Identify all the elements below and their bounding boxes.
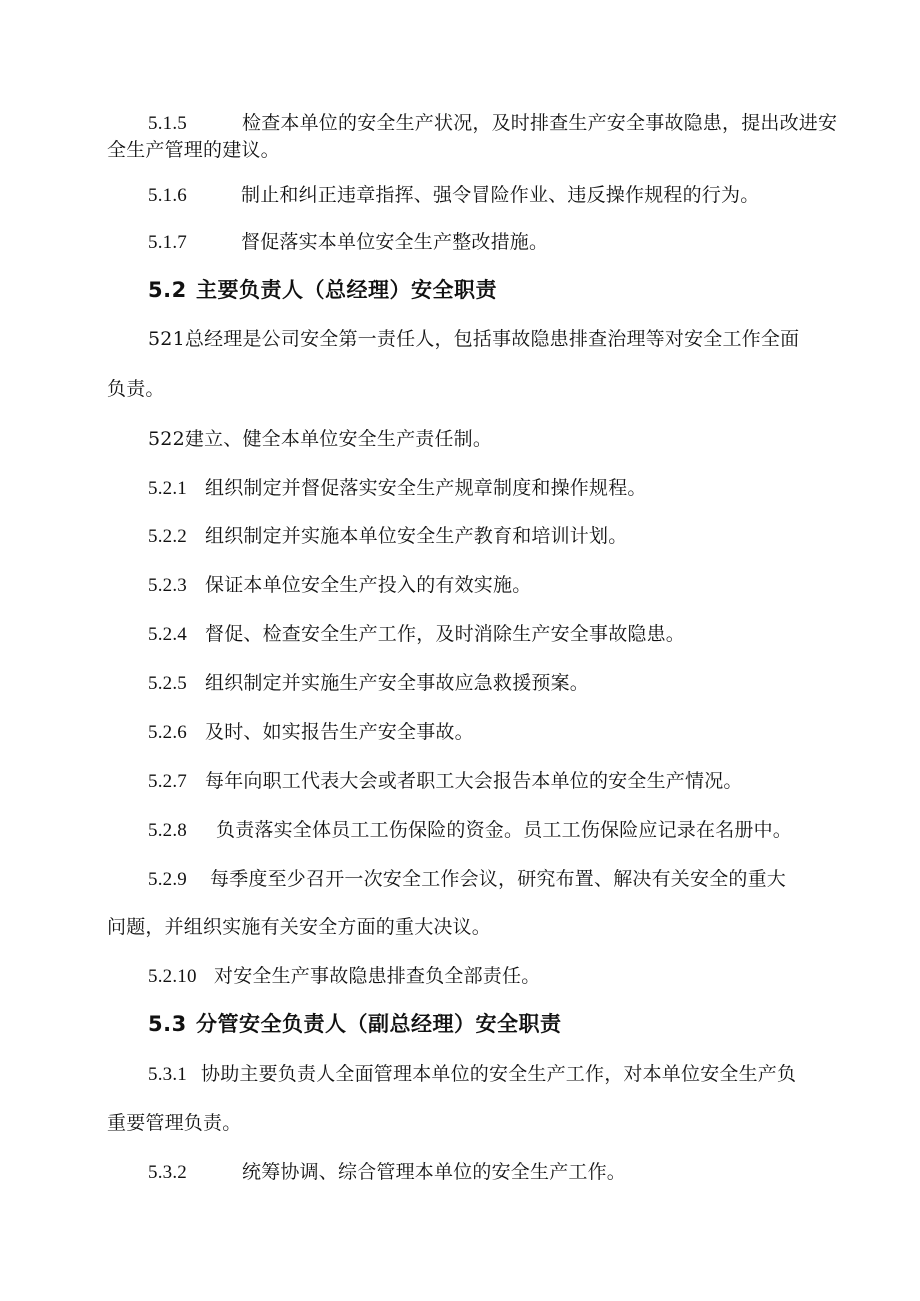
clause-number: 5.1.5: [148, 113, 187, 134]
clause-number: 5.2.2: [148, 526, 187, 547]
paragraph-5-1-5-cont: [107, 138, 280, 162]
paragraph-5-2-4: [148, 622, 685, 647]
paragraph-5-3-1: [148, 1062, 796, 1087]
clause-text: 组织制定并督促落实安全生产规章制度和操作规程。: [205, 477, 647, 499]
heading-text: 主要负责人（总经理）安全职责: [196, 278, 497, 302]
clause-text: 全生产管理的建议。: [107, 139, 280, 161]
paragraph-5-1-6: [148, 183, 759, 208]
clause-text: 保证本单位安全生产投入的有效实施。: [205, 574, 532, 596]
clause-text: 对安全生产事故隐患排查负全部责任。: [214, 965, 541, 987]
paragraph-5-2-10: [148, 964, 540, 989]
heading-number: 5.3: [148, 1012, 187, 1036]
clause-text: 检查本单位的安全生产状况，及时排查生产安全事故隐患，提出改进安: [242, 112, 838, 134]
clause-number: 5.2.1: [148, 478, 187, 499]
paragraph-5-3-2: [148, 1160, 626, 1185]
clause-text: 每年向职工代表大会或者职工大会报告本单位的安全生产情况。: [205, 770, 743, 792]
section-heading-5-2: [148, 278, 497, 302]
clause-text: 组织制定并实施本单位安全生产教育和培训计划。: [205, 525, 628, 547]
clause-text: 协助主要负责人全面管理本单位的安全生产工作，对本单位安全生产负: [201, 1063, 797, 1085]
paragraph-5-1-5: [148, 111, 837, 136]
paragraph-522: [148, 427, 492, 451]
paragraph-5-2-7: [148, 769, 743, 794]
clause-number: 5.2.4: [148, 624, 187, 645]
clause-text: 及时、如实报告生产安全事故。: [205, 721, 474, 743]
clause-text: 522建立、健全本单位安全生产责任制。: [148, 428, 493, 450]
paragraph-521: [148, 327, 799, 351]
clause-text: 制止和纠正违章指挥、强令冒险作业、违反操作规程的行为。: [241, 184, 760, 206]
clause-text: 组织制定并实施生产安全事故应急救援预案。: [205, 672, 590, 694]
clause-text: 统筹协调、综合管理本单位的安全生产工作。: [242, 1161, 627, 1183]
paragraph-5-3-1-cont: [107, 1111, 241, 1135]
clause-number: 5.2.10: [148, 966, 197, 987]
paragraph-521-cont: [107, 377, 165, 401]
clause-number: 5.2.6: [148, 722, 187, 743]
clause-number: 5.2.5: [148, 673, 187, 694]
paragraph-5-2-8: [148, 818, 792, 843]
clause-text: 问题，并组织实施有关安全方面的重大决议。: [107, 916, 492, 938]
clause-number: 5.1.7: [148, 232, 187, 253]
clause-text: 重要管理负责。: [107, 1112, 242, 1134]
clause-text: 负责落实全体员工工伤保险的资金。员工工伤保险应记录在名册中。: [216, 819, 793, 841]
clause-text: 督促落实本单位安全生产整改措施。: [241, 231, 549, 253]
clause-text: 521总经理是公司安全第一责任人，包括事故隐患排查治理等对安全工作全面: [148, 328, 800, 350]
clause-number: 5.1.6: [148, 185, 187, 206]
clause-number: 5.3.1: [148, 1064, 187, 1085]
paragraph-5-2-9: [148, 867, 786, 892]
paragraph-5-2-6: [148, 720, 474, 745]
clause-number: 5.3.2: [148, 1162, 187, 1183]
clause-text: 督促、检查安全生产工作，及时消除生产安全事故隐患。: [205, 623, 686, 645]
clause-number: 5.2.3: [148, 575, 187, 596]
clause-number: 5.2.8: [148, 820, 187, 841]
paragraph-5-2-1: [148, 476, 647, 501]
clause-number: 5.2.7: [148, 771, 187, 792]
paragraph-5-2-5: [148, 671, 589, 696]
paragraph-5-1-7: [148, 230, 548, 255]
clause-text: 负责。: [107, 378, 165, 400]
section-heading-5-3: [148, 1012, 562, 1036]
heading-text: 分管安全负责人（副总经理）安全职责: [196, 1012, 562, 1036]
heading-number: 5.2: [148, 278, 187, 302]
clause-text: 每季度至少召开一次安全工作会议，研究布置、解决有关安全的重大: [210, 868, 787, 890]
paragraph-5-2-2: [148, 524, 627, 549]
paragraph-5-2-3: [148, 573, 531, 598]
clause-number: 5.2.9: [148, 869, 187, 890]
paragraph-5-2-9-cont: [107, 915, 491, 939]
